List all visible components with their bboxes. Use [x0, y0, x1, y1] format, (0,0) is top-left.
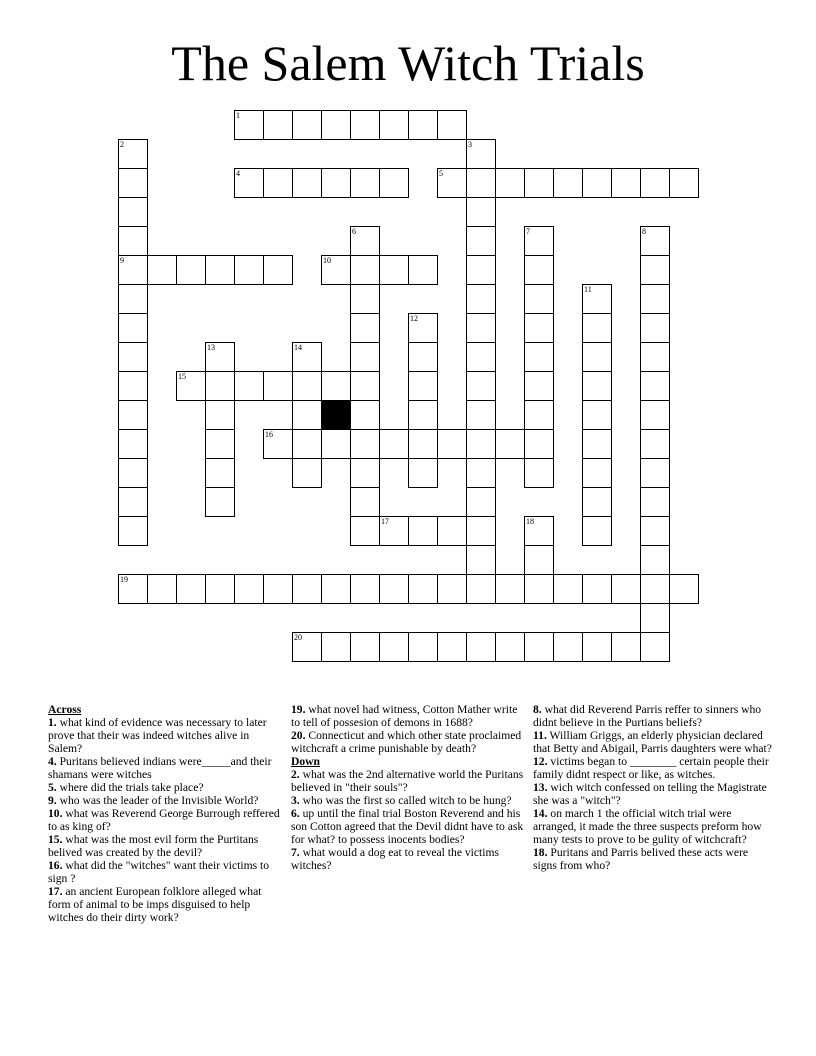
grid-cell[interactable] — [350, 632, 380, 662]
grid-cell[interactable] — [234, 168, 264, 198]
grid-cell[interactable] — [582, 168, 612, 198]
clue-number: 20 — [294, 633, 302, 642]
grid-cell[interactable] — [640, 487, 670, 517]
grid-cell[interactable] — [466, 255, 496, 285]
grid-cell[interactable] — [640, 458, 670, 488]
grid-cell[interactable] — [408, 313, 438, 343]
grid-cell[interactable] — [640, 226, 670, 256]
grid-cell[interactable] — [118, 226, 148, 256]
clue-item-number: 2. — [291, 768, 300, 781]
grid-cell[interactable] — [611, 574, 641, 604]
grid-cell[interactable] — [408, 458, 438, 488]
clues-column-2 — [291, 703, 527, 872]
grid-cell[interactable] — [292, 632, 322, 662]
grid-cell[interactable] — [640, 603, 670, 633]
grid-cell[interactable] — [234, 110, 264, 140]
grid-cell[interactable] — [379, 429, 409, 459]
grid-cell[interactable] — [147, 574, 177, 604]
grid-cell[interactable] — [118, 429, 148, 459]
grid-cell[interactable] — [524, 516, 554, 546]
grid-cell[interactable] — [350, 284, 380, 314]
grid-cell[interactable] — [292, 371, 322, 401]
grid-cell[interactable] — [437, 168, 467, 198]
clue-number: 9 — [120, 256, 124, 265]
grid-cell[interactable] — [466, 313, 496, 343]
clue-number: 3 — [468, 140, 472, 149]
clue-item-number: 12. — [533, 755, 548, 768]
grid-cell[interactable] — [466, 516, 496, 546]
grid-cell[interactable] — [379, 632, 409, 662]
clues-column-3 — [533, 703, 773, 872]
clue-number: 14 — [294, 343, 302, 352]
grid-cell[interactable] — [118, 400, 148, 430]
grid-cell[interactable] — [640, 429, 670, 459]
clue-item-text: what would a dog eat to reveal the victims witches? — [291, 846, 499, 872]
clue-number: 6 — [352, 227, 356, 236]
clue-number: 7 — [526, 227, 530, 236]
grid-cell[interactable] — [408, 632, 438, 662]
grid-cell[interactable] — [495, 574, 525, 604]
clue-item — [48, 807, 284, 833]
clue-item-text: victims began to ________ certain people their family didnt respect or like, as witches. — [533, 755, 769, 781]
grid-cell[interactable] — [350, 110, 380, 140]
clue-item — [533, 781, 773, 807]
puzzle-title: The Salem Witch Trials — [171, 35, 645, 91]
grid-cell[interactable] — [582, 284, 612, 314]
clue-item-text: what kind of evidence was necessary to later prove that their was indeed witches alive in Salem? — [48, 716, 267, 755]
clue-item-number: 8. — [533, 703, 542, 716]
grid-cell[interactable] — [350, 487, 380, 517]
clue-item-text: on march 1 the official witch trial were arranged, it made the three suspects preform how many tests to prove to be gulity of witchcraft? — [533, 807, 762, 846]
grid-cell[interactable] — [350, 458, 380, 488]
grid-cell[interactable] — [321, 632, 351, 662]
grid-cell[interactable] — [118, 168, 148, 198]
clue-item-text: Puritans believed indians were_____and their shamans were witches — [48, 755, 272, 781]
clue-item — [291, 729, 527, 755]
grid-cell[interactable] — [263, 110, 293, 140]
clue-item-text: where did the trials take place? — [56, 781, 204, 794]
clue-item — [48, 755, 284, 781]
clue-item — [48, 716, 284, 755]
grid-cell[interactable] — [321, 371, 351, 401]
clue-number: 16 — [265, 430, 273, 439]
clue-item-number: 18. — [533, 846, 548, 859]
clue-item-text: what was the most evil form the Purtitans belived was created by the devil? — [48, 833, 259, 859]
clue-item-number: 9. — [48, 794, 57, 807]
grid-cell[interactable] — [379, 574, 409, 604]
grid-cell[interactable] — [437, 632, 467, 662]
grid-cell[interactable] — [350, 255, 380, 285]
grid-cell[interactable] — [118, 371, 148, 401]
clue-item — [291, 794, 527, 807]
grid-cell[interactable] — [292, 168, 322, 198]
clue-item — [533, 703, 773, 729]
clue-item — [48, 859, 284, 885]
grid-cell[interactable] — [466, 574, 496, 604]
grid-cell[interactable] — [205, 400, 235, 430]
grid-cell[interactable] — [350, 313, 380, 343]
grid-cell[interactable] — [466, 139, 496, 169]
across-clue-list-continued — [291, 703, 527, 755]
grid-cell[interactable] — [466, 487, 496, 517]
grid-cell[interactable] — [350, 429, 380, 459]
grid-cell[interactable] — [292, 400, 322, 430]
clue-number: 17 — [381, 517, 389, 526]
grid-cell[interactable] — [524, 632, 554, 662]
grid-cell[interactable] — [495, 168, 525, 198]
clue-number: 1 — [236, 111, 240, 120]
grid-cell[interactable] — [321, 168, 351, 198]
grid-cell[interactable] — [176, 574, 206, 604]
grid-cell[interactable] — [437, 574, 467, 604]
clue-item-text: what was the 2nd alternative world the Puritans believed in "their souls"? — [291, 768, 524, 794]
grid-cell[interactable] — [408, 342, 438, 372]
grid-cell[interactable] — [379, 516, 409, 546]
grid-cell[interactable] — [669, 574, 699, 604]
grid-cell[interactable] — [495, 429, 525, 459]
grid-cell[interactable] — [350, 400, 380, 430]
clue-number: 15 — [178, 372, 186, 381]
grid-cell[interactable] — [205, 255, 235, 285]
grid-cell[interactable] — [466, 168, 496, 198]
grid-cell[interactable] — [408, 255, 438, 285]
grid-cell[interactable] — [437, 110, 467, 140]
across-heading: Across — [48, 703, 82, 716]
grid-cell[interactable] — [582, 487, 612, 517]
grid-cell[interactable] — [321, 255, 351, 285]
grid-cell[interactable] — [640, 574, 670, 604]
grid-cell[interactable] — [582, 342, 612, 372]
clue-item-number: 4. — [48, 755, 57, 768]
grid-cell[interactable] — [118, 516, 148, 546]
clue-item-number: 5. — [48, 781, 57, 794]
clue-item-number: 19. — [291, 703, 306, 716]
clue-item-text: what novel had witness, Cotton Mather write to tell of possesion of demons in 1688? — [291, 703, 518, 729]
grid-cell[interactable] — [118, 139, 148, 169]
grid-cell[interactable] — [292, 342, 322, 372]
clue-number: 12 — [410, 314, 418, 323]
clue-item — [48, 781, 284, 794]
grid-cell[interactable] — [582, 632, 612, 662]
grid-cell[interactable] — [118, 574, 148, 604]
grid-cell[interactable] — [669, 168, 699, 198]
grid-cell[interactable] — [205, 487, 235, 517]
grid-cell[interactable] — [263, 371, 293, 401]
clue-item-text: what did Reverend Parris reffer to sinners who didnt believe in the Purtians beliefs? — [533, 703, 762, 729]
clue-number: 18 — [526, 517, 534, 526]
clue-item-number: 10. — [48, 807, 63, 820]
grid-cell[interactable] — [205, 429, 235, 459]
grid-cell[interactable] — [147, 255, 177, 285]
grid-cell[interactable] — [640, 371, 670, 401]
grid-cell[interactable] — [524, 458, 554, 488]
grid-cell[interactable] — [640, 313, 670, 343]
clue-item — [291, 807, 527, 846]
clue-item-number: 11. — [533, 729, 547, 742]
grid-cell[interactable] — [321, 110, 351, 140]
grid-cell[interactable] — [524, 545, 554, 575]
grid-cell[interactable] — [611, 168, 641, 198]
clue-item — [291, 846, 527, 872]
grid-cell[interactable] — [379, 110, 409, 140]
grid-cell[interactable] — [118, 255, 148, 285]
clue-item — [48, 885, 284, 924]
grid-cell[interactable] — [408, 371, 438, 401]
grid-cell[interactable] — [640, 255, 670, 285]
grid-cell[interactable] — [321, 574, 351, 604]
grid-cell[interactable] — [640, 400, 670, 430]
grid-cell[interactable] — [524, 313, 554, 343]
grid-cell[interactable] — [524, 400, 554, 430]
grid-cell[interactable] — [466, 458, 496, 488]
grid-cell[interactable] — [205, 574, 235, 604]
grid-cell[interactable] — [524, 371, 554, 401]
clue-number: 11 — [584, 285, 592, 294]
clue-item-text: Puritans and Parris belived these acts were signs from who? — [533, 846, 749, 872]
clue-item-text: an ancient European folklore alleged what form of animal to be imps disguised to help witches do their dirty work? — [48, 885, 262, 924]
down-heading: Down — [291, 755, 320, 768]
clue-item-number: 1. — [48, 716, 57, 729]
clue-item-number: 15. — [48, 833, 63, 846]
grid-cell[interactable] — [118, 313, 148, 343]
down-clue-list-continued — [533, 703, 773, 872]
clue-item-text: who was the first so called witch to be hung? — [299, 794, 512, 807]
grid-cell[interactable] — [582, 313, 612, 343]
grid-cell[interactable] — [350, 516, 380, 546]
blocked-cell — [321, 400, 351, 430]
clue-item-number: 14. — [533, 807, 548, 820]
grid-cell[interactable] — [118, 487, 148, 517]
grid-cell[interactable] — [437, 516, 467, 546]
grid-cell[interactable] — [466, 545, 496, 575]
grid-cell[interactable] — [379, 255, 409, 285]
grid-cell[interactable] — [640, 545, 670, 575]
grid-cell[interactable] — [582, 400, 612, 430]
clue-number: 5 — [439, 169, 443, 178]
clue-item — [291, 768, 527, 794]
clue-number: 19 — [120, 575, 128, 584]
clues-column-1 — [48, 703, 284, 924]
clue-item — [533, 729, 773, 755]
clue-item-number: 20. — [291, 729, 306, 742]
grid-cell[interactable] — [524, 574, 554, 604]
grid-cell[interactable] — [466, 284, 496, 314]
clue-item — [533, 846, 773, 872]
clue-item-number: 7. — [291, 846, 300, 859]
clue-number: 10 — [323, 256, 331, 265]
grid-cell[interactable] — [350, 226, 380, 256]
clue-item-number: 16. — [48, 859, 63, 872]
grid-cell[interactable] — [292, 458, 322, 488]
grid-cell[interactable] — [640, 342, 670, 372]
grid-cell[interactable] — [524, 342, 554, 372]
grid-cell[interactable] — [640, 284, 670, 314]
down-clue-list — [291, 768, 527, 872]
clue-item — [533, 755, 773, 781]
grid-cell[interactable] — [524, 226, 554, 256]
grid-cell[interactable] — [524, 255, 554, 285]
grid-cell[interactable] — [466, 342, 496, 372]
grid-cell[interactable] — [553, 168, 583, 198]
clue-item-number: 17. — [48, 885, 63, 898]
grid-cell[interactable] — [524, 168, 554, 198]
grid-cell[interactable] — [524, 429, 554, 459]
clue-item-text: wich witch confessed on telling the Magistrate she was a "witch"? — [533, 781, 767, 807]
grid-cell[interactable] — [176, 255, 206, 285]
clue-item-text: what did the "witches" want their victims to sign ? — [48, 859, 270, 885]
grid-cell[interactable] — [292, 574, 322, 604]
grid-cell[interactable] — [466, 632, 496, 662]
grid-cell[interactable] — [234, 574, 264, 604]
grid-cell[interactable] — [176, 371, 206, 401]
clue-item-number: 6. — [291, 807, 300, 820]
clue-item-text: up until the final trial Boston Reverend and his son Cotton agreed that the Devil didnt have to ask for what? to possess inocents bodies? — [291, 807, 524, 846]
grid-cell[interactable] — [205, 371, 235, 401]
grid-cell[interactable] — [118, 284, 148, 314]
grid-cell[interactable] — [408, 400, 438, 430]
grid-cell[interactable] — [466, 226, 496, 256]
grid-cell[interactable] — [466, 429, 496, 459]
grid-cell[interactable] — [582, 574, 612, 604]
grid-cell[interactable] — [263, 429, 293, 459]
grid-cell[interactable] — [466, 197, 496, 227]
grid-cell[interactable] — [640, 168, 670, 198]
grid-cell[interactable] — [408, 574, 438, 604]
grid-cell[interactable] — [263, 255, 293, 285]
grid-cell[interactable] — [350, 574, 380, 604]
clue-item — [48, 833, 284, 859]
clue-number: 2 — [120, 140, 124, 149]
grid-cell[interactable] — [379, 168, 409, 198]
grid-cell[interactable] — [263, 168, 293, 198]
grid-cell[interactable] — [437, 429, 467, 459]
clue-item — [291, 703, 527, 729]
clue-item-text: Connecticut and which other state proclaimed witchcraft a crime punishable by death? — [291, 729, 522, 755]
grid-cell[interactable] — [292, 429, 322, 459]
grid-cell[interactable] — [234, 255, 264, 285]
grid-cell[interactable] — [640, 516, 670, 546]
grid-cell[interactable] — [350, 168, 380, 198]
grid-cell[interactable] — [205, 458, 235, 488]
clue-number: 4 — [236, 169, 240, 178]
clue-item-number: 13. — [533, 781, 548, 794]
grid-cell[interactable] — [408, 516, 438, 546]
grid-cell[interactable] — [321, 429, 351, 459]
clue-number: 13 — [207, 343, 215, 352]
grid-cell[interactable] — [263, 574, 293, 604]
grid-cell[interactable] — [466, 371, 496, 401]
grid-cell[interactable] — [553, 632, 583, 662]
grid-cell[interactable] — [118, 458, 148, 488]
clue-item — [48, 794, 284, 807]
clue-item-text: what was Reverend George Burrough reffered to as king of? — [48, 807, 280, 833]
grid-cell[interactable] — [611, 632, 641, 662]
grid-cell[interactable] — [524, 284, 554, 314]
grid-cell[interactable] — [350, 371, 380, 401]
grid-cell[interactable] — [408, 429, 438, 459]
grid-cell[interactable] — [118, 342, 148, 372]
grid-cell[interactable] — [408, 110, 438, 140]
grid-cell[interactable] — [205, 342, 235, 372]
grid-cell[interactable] — [582, 516, 612, 546]
grid-cell[interactable] — [292, 110, 322, 140]
clue-number: 8 — [642, 227, 646, 236]
clue-item — [533, 807, 773, 846]
clue-item-text: William Griggs, an elderly physician declared that Betty and Abigail, Parris daughters were what? — [533, 729, 772, 755]
grid-cell[interactable] — [118, 197, 148, 227]
clue-item-number: 3. — [291, 794, 300, 807]
grid-cell[interactable] — [582, 429, 612, 459]
grid-cell[interactable] — [495, 632, 525, 662]
across-clue-list — [48, 716, 284, 924]
grid-cell[interactable] — [640, 632, 670, 662]
clue-item-text: who was the leader of the Invisible World? — [56, 794, 259, 807]
grid-cell[interactable] — [553, 574, 583, 604]
grid-cell[interactable] — [582, 458, 612, 488]
grid-cell[interactable] — [466, 400, 496, 430]
grid-cell[interactable] — [350, 342, 380, 372]
grid-cell[interactable] — [234, 371, 264, 401]
grid-cell[interactable] — [582, 371, 612, 401]
